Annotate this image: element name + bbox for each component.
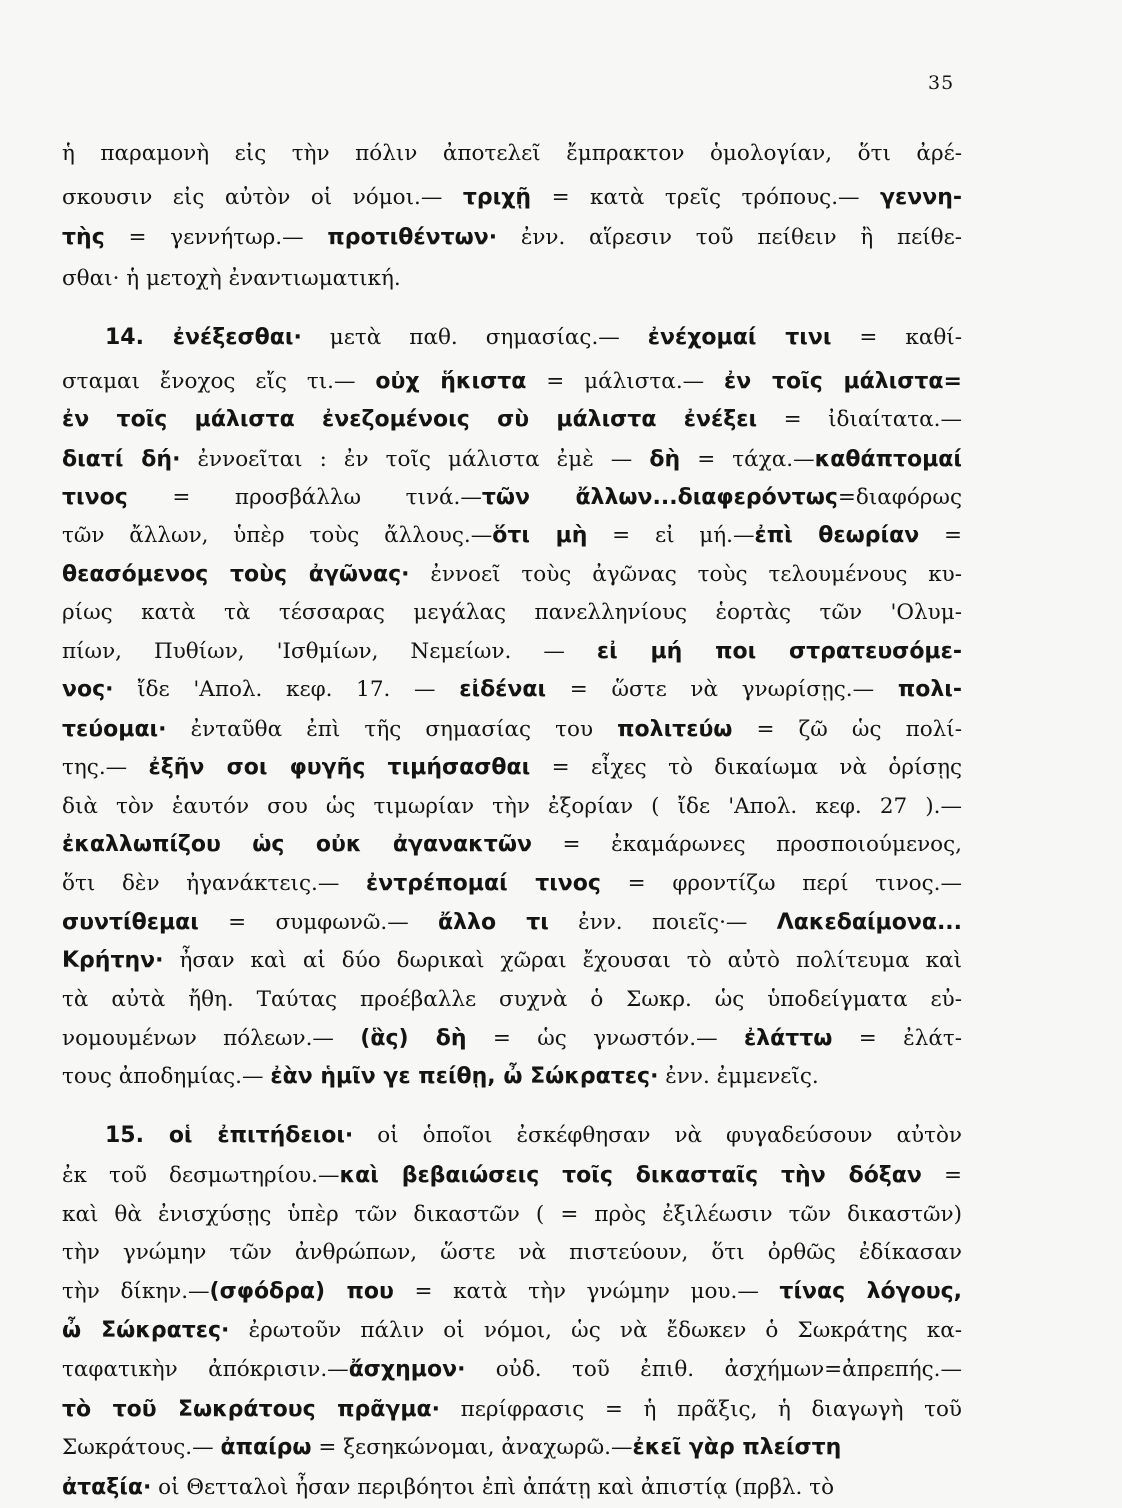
gloss-text: διὰ τὸν ἑαυτόν σου ὡς τιμωρίαν τὴν ἐξορίαν ( ἴδε 'Απολ. κεφ. 27 ).— — [62, 794, 962, 819]
lemma-term: οὐχ ἥκιστα — [375, 369, 527, 394]
gloss-text: περίφρασις = ἡ πρᾶξις, ἡ διαγωγὴ τοῦ — [440, 1397, 962, 1422]
gloss-text: σθαι· ἡ μετοχὴ ἐναντιωματική. — [62, 266, 401, 291]
lemma-term: ἄλλο τι — [438, 910, 549, 935]
gloss-text: σταμαι ἔνοχος εἴς τι.— — [62, 369, 376, 394]
gloss-text: οὐδ. τοῦ ἐπιθ. ἀσχήμων=ἀπρεπής.— — [465, 1357, 962, 1382]
gloss-text: οἱ Θετταλοὶ ἦσαν περιβόητοι ἐπὶ ἀπάτῃ καὶ ἀπιστίᾳ (πρβλ. τὸ — [151, 1475, 835, 1500]
gloss-text: = ὡς γνωστόν.— — [466, 1026, 744, 1051]
gloss-text: = ἐκαμάρωνες προσποιούμενος, — [531, 832, 962, 857]
gloss-text: = προσβάλλω τινά.— — [127, 485, 482, 510]
text-line — [62, 440, 962, 480]
lemma-term: ὅτι μὴ — [492, 523, 588, 548]
gloss-text: = κατὰ τὴν γνώμην μου.— — [393, 1279, 780, 1304]
gloss-text: =διαφόρως — [837, 485, 962, 510]
lemma-term: ἐπὶ θεωρίαν — [754, 523, 920, 548]
lemma-term: εἰ μή ποι στρατευσόμε- — [596, 639, 962, 664]
gloss-text: = καθί- — [831, 325, 962, 350]
lemma-term: προτιθέντων· — [327, 225, 498, 250]
lemma-term: (σφόδρα) που — [209, 1279, 394, 1304]
gloss-text: = εἰ μή.— — [587, 523, 755, 548]
text-line — [62, 1311, 962, 1351]
gloss-text: Σωκράτους.— — [62, 1435, 221, 1460]
lemma-term: πολιτεύω — [617, 717, 733, 742]
lemma-term: θεασόμενος τοὺς ἀγῶνας· — [62, 562, 410, 587]
text-line — [62, 178, 962, 218]
gloss-text: καὶ θὰ ἐνισχύσῃς ὑπὲρ τῶν δικαστῶν ( = πρὸς ἐξιλέωσιν τῶν δικαστῶν) — [62, 1202, 962, 1227]
lemma-term: τεύομαι· — [62, 717, 167, 742]
gloss-text: = συμφωνῶ.— — [198, 910, 438, 935]
lemma-term: ἀπαίρω — [220, 1435, 312, 1460]
lemma-term: τὴς — [62, 225, 105, 250]
lemma-term: τὸ τοῦ Σωκράτους πρᾶγμα· — [62, 1397, 441, 1422]
lemma-term: ἐν τοῖς μάλιστα= — [724, 369, 962, 394]
gloss-text: τους ἀποδημίας.— — [62, 1064, 271, 1089]
gloss-text: νομουμένων πόλεων.— — [62, 1026, 361, 1051]
gloss-text: ἐννοεῖται : ἐν τοῖς μάλιστα ἐμὲ — — [180, 447, 650, 472]
text-line — [62, 1156, 962, 1196]
lemma-term: (ἃς) δὴ — [360, 1026, 467, 1051]
text-line — [62, 1468, 962, 1508]
page-number: 35 — [928, 72, 955, 94]
text-line — [62, 1019, 962, 1059]
gloss-text: τὴν γνώμην τῶν ἀνθρώπων, ὥστε νὰ πιστεύουν, ὅτι ὀρθῶς ἐδίκασαν — [62, 1240, 962, 1265]
gloss-text: ἐνταῦθα ἐπὶ τῆς σημασίας του — [166, 717, 618, 742]
lemma-term: καὶ βεβαιώσεις τοῖς δικασταῖς τὴν δόξαν — [339, 1163, 922, 1188]
text-line — [62, 1057, 962, 1097]
gloss-text: οἱ ὁποῖοι ἐσκέφθησαν νὰ φυγαδεύσουν αὐτὸν — [353, 1123, 962, 1148]
lemma-term: ὦ Σώκρατες· — [62, 1318, 230, 1343]
lemma-term: ἐξῆν σοι φυγῆς τιμήσασθαι — [148, 755, 531, 780]
gloss-text: = φροντίζω περί τινος.— — [600, 871, 962, 896]
gloss-text: πίων, Πυθίων, 'Ισθμίων, Νεμείων. — — [62, 639, 597, 664]
lemma-term: ἐκαλλωπίζου ὡς οὐκ ἀγανακτῶν — [62, 832, 532, 857]
text-line — [62, 1195, 962, 1235]
text-line — [105, 318, 962, 358]
lemma-term: καθάπτομαί — [814, 447, 962, 472]
lemma-term: ἀταξία· — [62, 1475, 152, 1500]
gloss-text: σκουσιν εἰς αὐτὸν οἱ νόμοι.— — [62, 185, 463, 210]
lemma-term: τίνας λόγους, — [779, 1279, 962, 1304]
text-line — [62, 710, 962, 750]
text-line — [62, 218, 962, 258]
lemma-term: νος· — [62, 677, 114, 702]
text-line — [62, 362, 962, 402]
lemma-term: ἐὰν ἡμῖν γε πείθῃ, ὦ Σώκρατες· — [270, 1064, 659, 1089]
text-line — [62, 941, 962, 981]
gloss-text: τὰ αὐτὰ ἤθη. Ταύτας προέβαλλε συχνὰ ὁ Σωκρ. ὡς ὑποδείγματα εὐ- — [62, 987, 962, 1012]
gloss-text: ἡ παραμονὴ εἰς τὴν πόλιν ἀποτελεῖ ἔμπρακτον ὁμολογίαν, ὅτι ἀρέ- — [62, 141, 962, 166]
gloss-text: ἐρωτοῦν πάλιν οἱ νόμοι, ὡς νὰ ἔδωκεν ὁ Σωκράτης κα- — [229, 1318, 962, 1343]
gloss-text: = ξεσηκώνομαι, ἀναχωρῶ.— — [311, 1435, 633, 1460]
lemma-term: πολι- — [897, 677, 962, 702]
text-line — [62, 1272, 962, 1312]
lemma-term: δὴ — [649, 447, 681, 472]
text-line — [62, 903, 962, 943]
gloss-text: = εἶχες τὸ δικαίωμα νὰ ὁρίσῃς — [530, 755, 962, 780]
gloss-text: = — [919, 523, 962, 548]
text-line — [62, 516, 962, 556]
lemma-term: τινος — [62, 485, 128, 510]
gloss-text: ὅτι δὲν ἠγανάκτεις.— — [62, 871, 367, 896]
lemma-term: ἐν τοῖς μάλιστα ἐνεζομένοις σὺ μάλιστα ἐνέξει — [62, 407, 758, 432]
lemma-term: Κρήτην· — [62, 948, 164, 973]
text-line — [62, 864, 962, 904]
gloss-text: = κατὰ τρεῖς τρόπους.— — [531, 185, 881, 210]
lemma-term: ἄσχημον· — [348, 1357, 466, 1382]
text-line — [62, 593, 962, 633]
lemma-term: ἐνέχομαί τινι — [647, 325, 832, 350]
lemma-term: ἐντρέπομαί τινος — [366, 871, 601, 896]
text-line — [62, 670, 962, 710]
text-line — [62, 632, 962, 672]
gloss-text: τῶν ἄλλων, ὑπὲρ τοὺς ἄλλους.— — [62, 523, 493, 548]
gloss-text: ἴδε 'Απολ. κεφ. 17. — — [113, 677, 460, 702]
gloss-text: τὴν δίκην.— — [62, 1279, 210, 1304]
lemma-term: συντίθεμαι — [62, 910, 199, 935]
gloss-text: = ζῶ ὡς πολί- — [732, 717, 962, 742]
gloss-text: ἐννοεῖ τοὺς ἀγῶνας τοὺς τελουμένους κυ- — [409, 562, 962, 587]
text-line — [62, 1428, 962, 1468]
text-line — [62, 134, 962, 174]
gloss-text: της.— — [62, 755, 149, 780]
gloss-text: = μάλιστα.— — [526, 369, 725, 394]
gloss-text: ἦσαν καὶ αἱ δύο δωρικαὶ χῶραι ἔχουσαι τὸ αὐτὸ πολίτευμα καὶ — [163, 948, 962, 973]
lemma-term: γεννη- — [880, 185, 962, 210]
gloss-text: = — [921, 1163, 962, 1188]
text-line — [62, 825, 962, 865]
lemma-term: 14. ἐνέξεσθαι· — [105, 325, 302, 350]
lemma-term: τῶν ἄλλων...διαφερόντως — [481, 485, 838, 510]
lemma-term: Λακεδαίμονα... — [776, 910, 962, 935]
text-line — [62, 555, 962, 595]
gloss-text: = τάχα.— — [680, 447, 815, 472]
text-line — [62, 1390, 962, 1430]
text-line — [62, 980, 962, 1020]
gloss-text: μετὰ παθ. σημασίας.— — [301, 325, 648, 350]
text-line — [62, 787, 962, 827]
lemma-term: ἐκεῖ γὰρ πλείστη — [632, 1435, 842, 1460]
text-line — [62, 1350, 962, 1390]
text-line — [62, 1233, 962, 1273]
text-line — [62, 259, 962, 299]
text-line — [62, 400, 962, 440]
gloss-text: ταφατικὴν ἀπόκρισιν.— — [62, 1357, 349, 1382]
lemma-term: διατί δή· — [62, 447, 181, 472]
gloss-text: ρίως κατὰ τὰ τέσσαρας μεγάλας πανελληνίους ἑορτὰς τῶν 'Ολυμ- — [62, 600, 962, 625]
text-line — [105, 1116, 962, 1156]
lemma-term: τριχῇ — [462, 185, 532, 210]
gloss-text: = ἰδιαίτατα.— — [757, 407, 962, 432]
gloss-text: ἐνν. αἵρεσιν τοῦ πείθειν ἢ πείθε- — [497, 225, 962, 250]
lemma-term: ἐλάττω — [743, 1026, 833, 1051]
gloss-text: ἐνν. ποιεῖς·— — [548, 910, 777, 935]
text-line — [62, 748, 962, 788]
lemma-term: εἰδέναι — [459, 677, 547, 702]
lemma-term: 15. οἱ ἐπιτήδειοι· — [105, 1123, 354, 1148]
gloss-text: = γεννήτωρ.— — [104, 225, 328, 250]
gloss-text: = ἐλάτ- — [832, 1026, 962, 1051]
gloss-text: = ὥστε νὰ γνωρίσῃς.— — [546, 677, 898, 702]
gloss-text: ἐκ τοῦ δεσμωτηρίου.— — [62, 1163, 340, 1188]
text-line — [62, 478, 962, 518]
gloss-text: ἐνν. ἐμμενεῖς. — [658, 1064, 819, 1089]
